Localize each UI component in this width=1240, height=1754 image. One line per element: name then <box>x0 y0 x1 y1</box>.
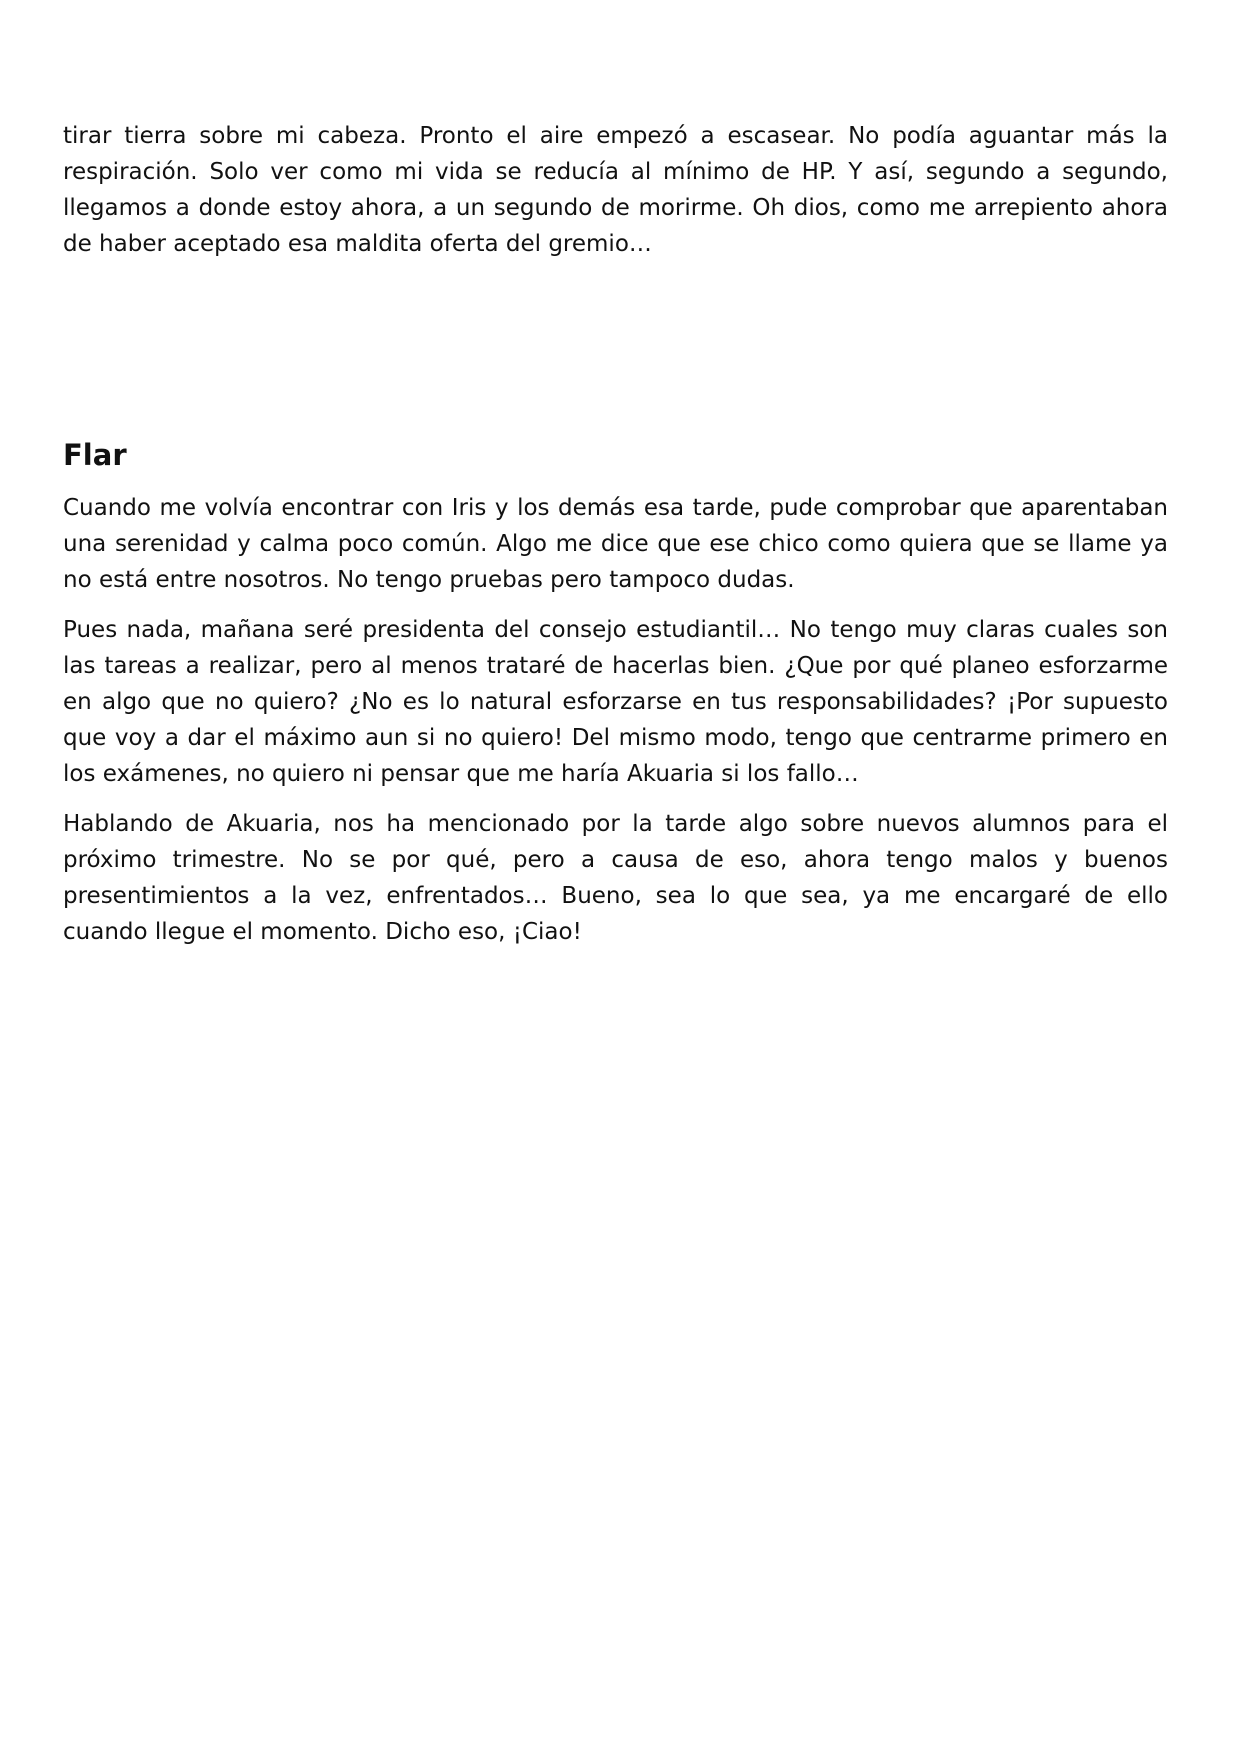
section-paragraph-1: Cuando me volvía encontrar con Iris y los demás esa tarde, pude comprobar que aparentaban una serenidad y calma poco común. Algo me dice que ese chico como quiera que se llame ya no está entre nosotros. No tengo pruebas pero tampoco dudas. <box>63 495 1168 593</box>
section-paragraph-3: Hablando de Akuaria, nos ha mencionado por la tarde algo sobre nuevos alumnos para el próximo trimestre. No se por qué, pero a causa de eso, ahora tengo malos y buenos presentimientos a la vez, enfrentados… Bueno, sea lo que sea, ya me encargaré de ello cuando llegue el momento. Dicho eso, ¡Ciao! <box>63 811 1168 945</box>
intro-paragraph: tirar tierra sobre mi cabeza. Pronto el aire empezó a escasear. No podía aguantar más la respiración. Solo ver como mi vida se reducía al mínimo de HP. Y así, segundo a segundo, llegamos a donde estoy ahora, a un segundo de morirme. Oh dios, como me arrepiento ahora de haber aceptado esa maldita oferta del gremio… <box>63 123 1168 257</box>
section-body <box>63 490 1168 964</box>
section-heading: Flar <box>63 438 127 472</box>
section-paragraph-2: Pues nada, mañana seré presidenta del consejo estudiantil… No tengo muy claras cuales son las tareas a realizar, pero al menos trataré de hacerlas bien. ¿Que por qué planeo esforzarme en algo que no quiero? ¿No es lo natural esforzarse en tus responsabilidades? ¡Por supuesto que voy a dar el máximo aun si no quiero! Del mismo modo, tengo que centrarme primero en los exámenes, no quiero ni pensar que me haría Akuaria si los fallo… <box>63 617 1168 787</box>
